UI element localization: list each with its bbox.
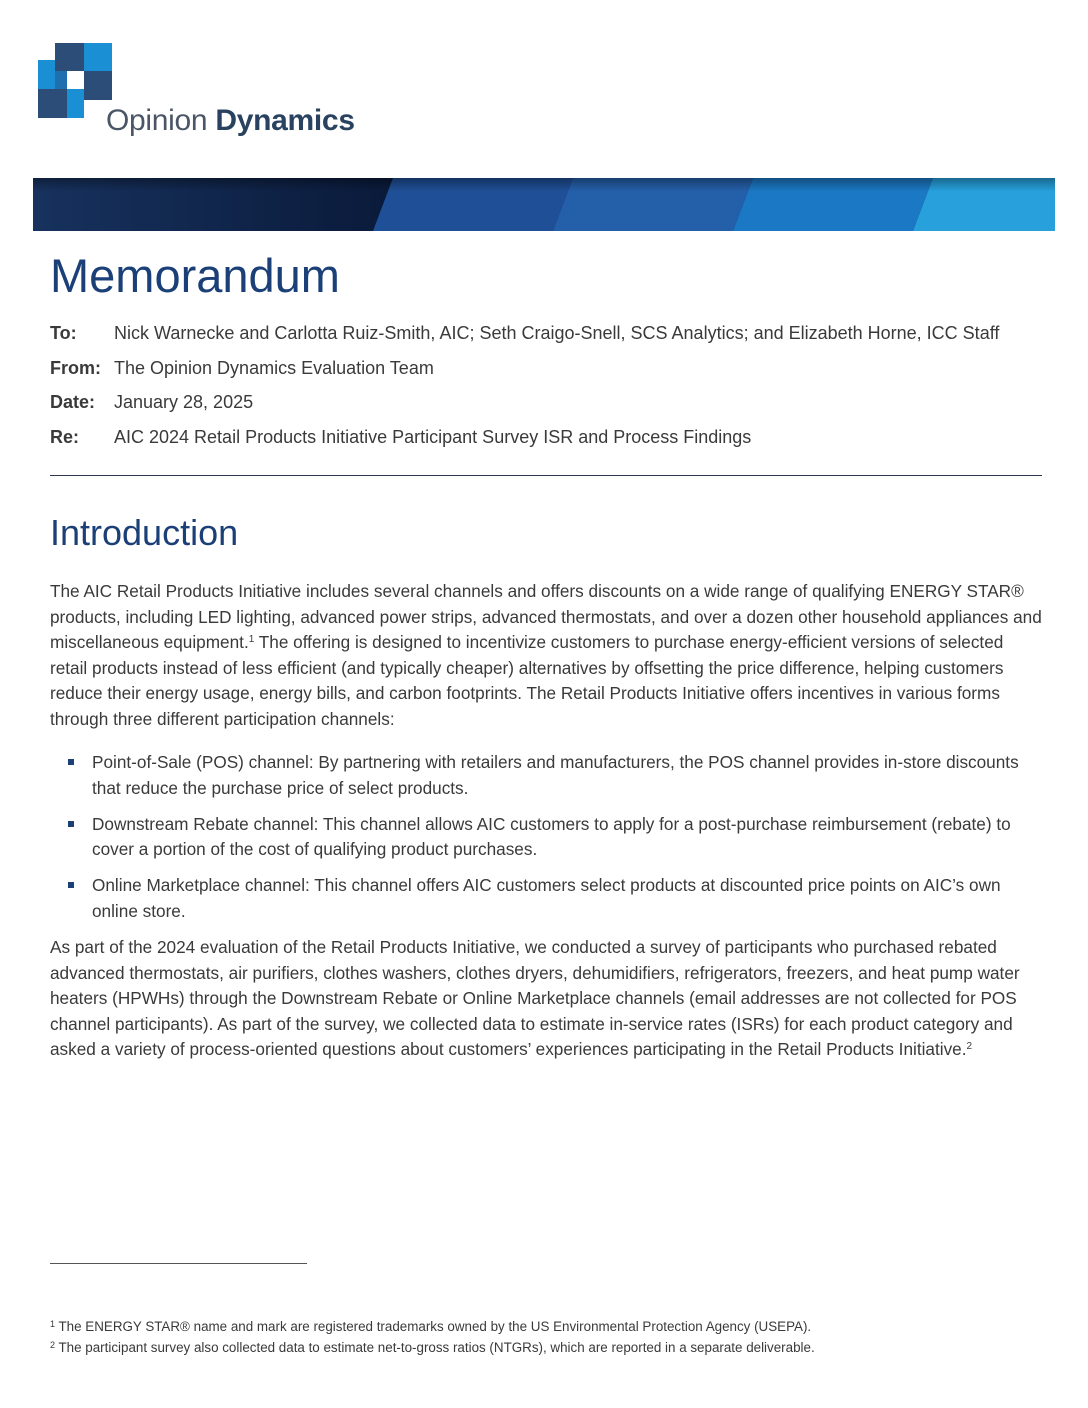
footnote-divider bbox=[50, 1263, 307, 1264]
bullet-square-icon bbox=[68, 882, 74, 888]
memo-field-from bbox=[50, 355, 1050, 390]
footnote-number: 2 bbox=[50, 1340, 56, 1350]
section-heading-introduction: Introduction bbox=[50, 512, 239, 553]
intro-paragraph-1 bbox=[50, 579, 1042, 732]
footnote-text: The ENERGY STAR® name and mark are registered trademarks owned by the US Environmental Protection Agency (USEPA). bbox=[55, 1319, 812, 1334]
list-item bbox=[50, 873, 1042, 924]
header-banner bbox=[33, 178, 1055, 231]
paragraph-text: The offering is designed to incentivize customers to purchase energy-efficient versions of selected retail products instead of less efficient (and typically cheaper) alternatives by offsetting the price difference, helping customers reduce their energy usage, energy bills, and carbon footprints. The Retail Products Initiative offers incentives in various forms through three different participation channels: bbox=[50, 632, 1004, 729]
field-label: To: bbox=[50, 323, 77, 343]
field-label: Date: bbox=[50, 392, 96, 412]
footnote-2 bbox=[50, 1337, 1050, 1358]
footnote-ref-2[interactable]: 2 bbox=[966, 1041, 973, 1052]
list-item-text: Online Marketplace channel: This channel offers AIC customers select products at discounted price points on AIC’s own online store. bbox=[92, 875, 1001, 921]
field-label: Re: bbox=[50, 426, 80, 447]
memo-title: Memorandum bbox=[50, 249, 340, 302]
company-logo-text bbox=[106, 104, 355, 138]
field-value: Nick Warnecke and Carlotta Ruiz-Smith, AIC; Seth Craigo-Snell, SCS Analytics; and Elizabeth Horne, ICC Staff bbox=[114, 323, 1000, 343]
list-item bbox=[50, 750, 1042, 801]
footnotes bbox=[50, 1316, 1050, 1358]
field-value: The Opinion Dynamics Evaluation Team bbox=[114, 357, 434, 378]
footnote-1 bbox=[50, 1316, 1050, 1337]
memo-field-date bbox=[50, 389, 1050, 424]
list-item bbox=[50, 812, 1042, 863]
footnote-ref-1[interactable]: 1 bbox=[248, 634, 255, 645]
logo-text-light: Opinion bbox=[106, 104, 208, 137]
field-value: AIC 2024 Retail Products Initiative Participant Survey ISR and Process Findings bbox=[114, 426, 752, 447]
list-item-text: Downstream Rebate channel: This channel allows AIC customers to apply for a post-purchase reimbursement (rebate) to cover a portion of the cost of qualifying product purchases. bbox=[92, 813, 1011, 859]
bullet-square-icon bbox=[68, 759, 74, 765]
list-item-text: Point-of-Sale (POS) channel: By partnering with retailers and manufacturers, the POS channel provides in-store discounts that reduce the purchase price of select products. bbox=[92, 752, 1019, 798]
memo-field-to bbox=[50, 320, 1050, 355]
footnote-text: The participant survey also collected data to estimate net-to-gross ratios (NTGRs), which are reported in a separate deliverable. bbox=[55, 1340, 815, 1355]
channel-list bbox=[50, 750, 1042, 935]
intro-paragraph-2 bbox=[50, 935, 1042, 1063]
bullet-square-icon bbox=[68, 821, 74, 827]
field-label: From: bbox=[50, 357, 101, 378]
memo-field-re bbox=[50, 424, 1050, 459]
memo-header-fields bbox=[50, 320, 1050, 458]
paragraph-text: The AIC Retail Products Initiative includes several channels and offers discounts on a wide range of qualifying ENERGY STAR® products, including LED lighting, advanced power strips, advanced thermostats, and over a dozen other household appliances and miscellaneous equipment. bbox=[50, 581, 1042, 652]
logo-text-bold: Dynamics bbox=[215, 104, 355, 137]
field-value: January 28, 2025 bbox=[114, 392, 254, 412]
paragraph-text: As part of the 2024 evaluation of the Retail Products Initiative, we conducted a survey of participants who purchased rebated advanced thermostats, air purifiers, clothes washers, clothes dryers, dehumidifiers, refrigerators, freezers, and heat pump water heaters (HPWHs) through the Downstream Rebate or Online Marketplace channels (email addresses are not collected for POS channel participants). As part of the survey, we collected data to estimate in-service rates (ISRs) for each product category and asked a variety of process-oriented questions about customers’ experiences participating in the Retail Products Initiative. bbox=[50, 937, 1020, 1059]
footnote-number: 1 bbox=[50, 1319, 56, 1329]
header-divider bbox=[50, 475, 1042, 476]
